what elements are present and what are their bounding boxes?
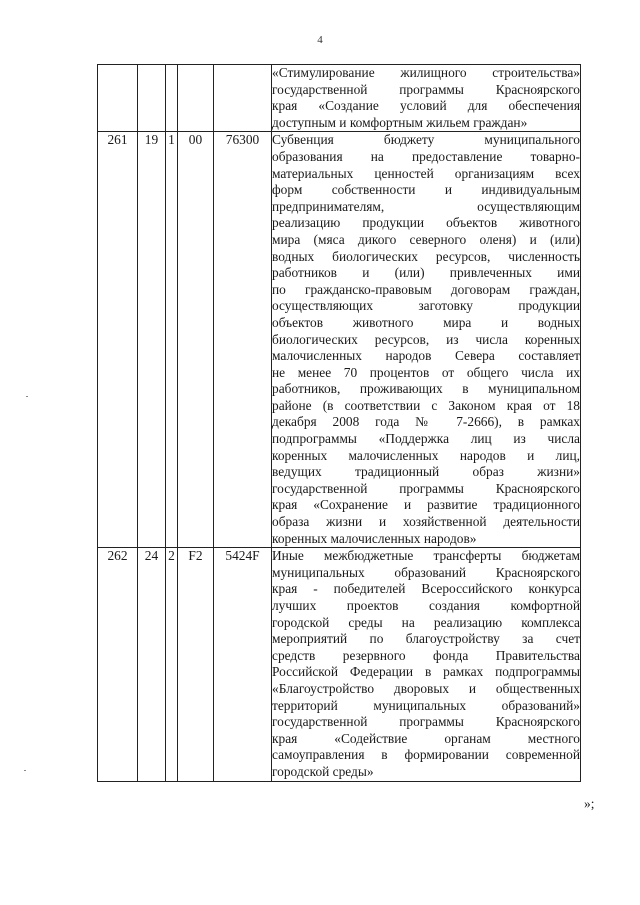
description-line: территорий муниципальных образований» <box>272 697 580 713</box>
description-line: осуществляющих заготовку продукции <box>272 298 580 314</box>
description-line: не менее 70 процентов от общего числа их <box>272 364 580 380</box>
group-cell <box>178 65 214 132</box>
description-line: районе (в соответствии с Законом края от 18 <box>272 397 580 413</box>
group-cell: 00 <box>178 132 214 548</box>
code-cell <box>214 65 272 132</box>
description-line: городской среды» <box>272 763 374 779</box>
section-cell: 19 <box>138 132 166 548</box>
description-line: малочисленных народов Севера составляет <box>272 348 580 364</box>
scan-speck <box>26 396 28 397</box>
description-line: Субвенция бюджету муниципального <box>272 132 580 148</box>
description-line: края - победителей Всероссийского конкурса <box>272 581 580 597</box>
subprogram-cell <box>166 65 178 132</box>
description-line: образования на предоставление товарно- <box>272 148 580 164</box>
description-line: средств резервного фонда Правительства <box>272 647 580 663</box>
description-line: Российской Федерации в рамках подпрограммы <box>272 664 580 680</box>
description-line: декабря 2008 года № 7-2666), в рамках <box>272 414 580 430</box>
description-line: городской среды на реализацию комплекса <box>272 614 580 630</box>
description-line: предпринимателям, осуществляющим <box>272 198 580 214</box>
description-line: образа жизни и хозяйственной деятельности <box>272 514 580 530</box>
description-line: по гражданско-правовым договорам граждан, <box>272 281 580 297</box>
description-line: коренных малочисленных народов и лиц, <box>272 447 580 463</box>
description-line: края «Сохранение и развитие традиционного <box>272 497 580 513</box>
page-number: 4 <box>317 34 323 46</box>
description-line: ведущих традиционный образ жизни» <box>272 464 580 480</box>
description-line: края «Содействие органам местного <box>272 730 580 746</box>
description-line: государственной программы Красноярского <box>272 81 580 97</box>
scan-speck <box>24 770 26 771</box>
description-cell <box>272 65 581 132</box>
table-row <box>98 548 581 781</box>
description-line: работников, проживающих в муниципальном <box>272 381 580 397</box>
description-line: форм собственности и индивидуальным <box>272 182 580 198</box>
group-cell: F2 <box>178 548 214 781</box>
description-line: государственной программы Красноярского <box>272 714 580 730</box>
description-cell <box>272 132 581 548</box>
description-line: доступным и комфортным жильем граждан» <box>272 114 528 130</box>
row-number-cell: 261 <box>98 132 138 548</box>
description-cell <box>272 548 581 781</box>
description-line: края «Создание условий для обеспечения <box>272 98 580 114</box>
description-line: коренных малочисленных народов» <box>272 530 477 546</box>
description-line: материальных ценностей организациям всех <box>272 165 580 181</box>
description-line: самоуправления в формировании современной <box>272 747 580 763</box>
closing-quote-mark: »; <box>584 796 595 811</box>
description-line: биологических ресурсов, из числа коренных <box>272 331 580 347</box>
code-cell: 5424F <box>214 548 272 781</box>
budget-table <box>97 64 581 782</box>
description-line: реализацию продукции объектов животного <box>272 215 580 231</box>
description-line: «Стимулирование жилищного строительства» <box>272 65 580 80</box>
description-line: муниципальных образований Красноярского <box>272 564 580 580</box>
subprogram-cell: 1 <box>166 132 178 548</box>
row-number-cell: 262 <box>98 548 138 781</box>
description-line: объектов животного мира и водных <box>272 314 580 330</box>
description-line: подпрограммы «Поддержка лиц из числа <box>272 431 580 447</box>
description-line: мира (мяса дикого северного оленя) и (или) <box>272 231 580 247</box>
row-number-cell <box>98 65 138 132</box>
table-row <box>98 65 581 132</box>
description-line: работников и (или) привлеченных ими <box>272 265 580 281</box>
description-line: «Благоустройство дворовых и общественных <box>272 680 580 696</box>
description-line: лучших проектов создания комфортной <box>272 598 580 613</box>
section-cell: 24 <box>138 548 166 781</box>
subprogram-cell: 2 <box>166 548 178 781</box>
description-line: мероприятий по благоустройству за счет <box>272 631 580 647</box>
description-line: Иные межбюджетные трансферты бюджетам <box>272 548 580 564</box>
description-line: водных биологических ресурсов, численность <box>272 248 580 264</box>
table-row <box>98 132 581 548</box>
code-cell: 76300 <box>214 132 272 548</box>
section-cell <box>138 65 166 132</box>
description-line: государственной программы Красноярского <box>272 480 580 496</box>
